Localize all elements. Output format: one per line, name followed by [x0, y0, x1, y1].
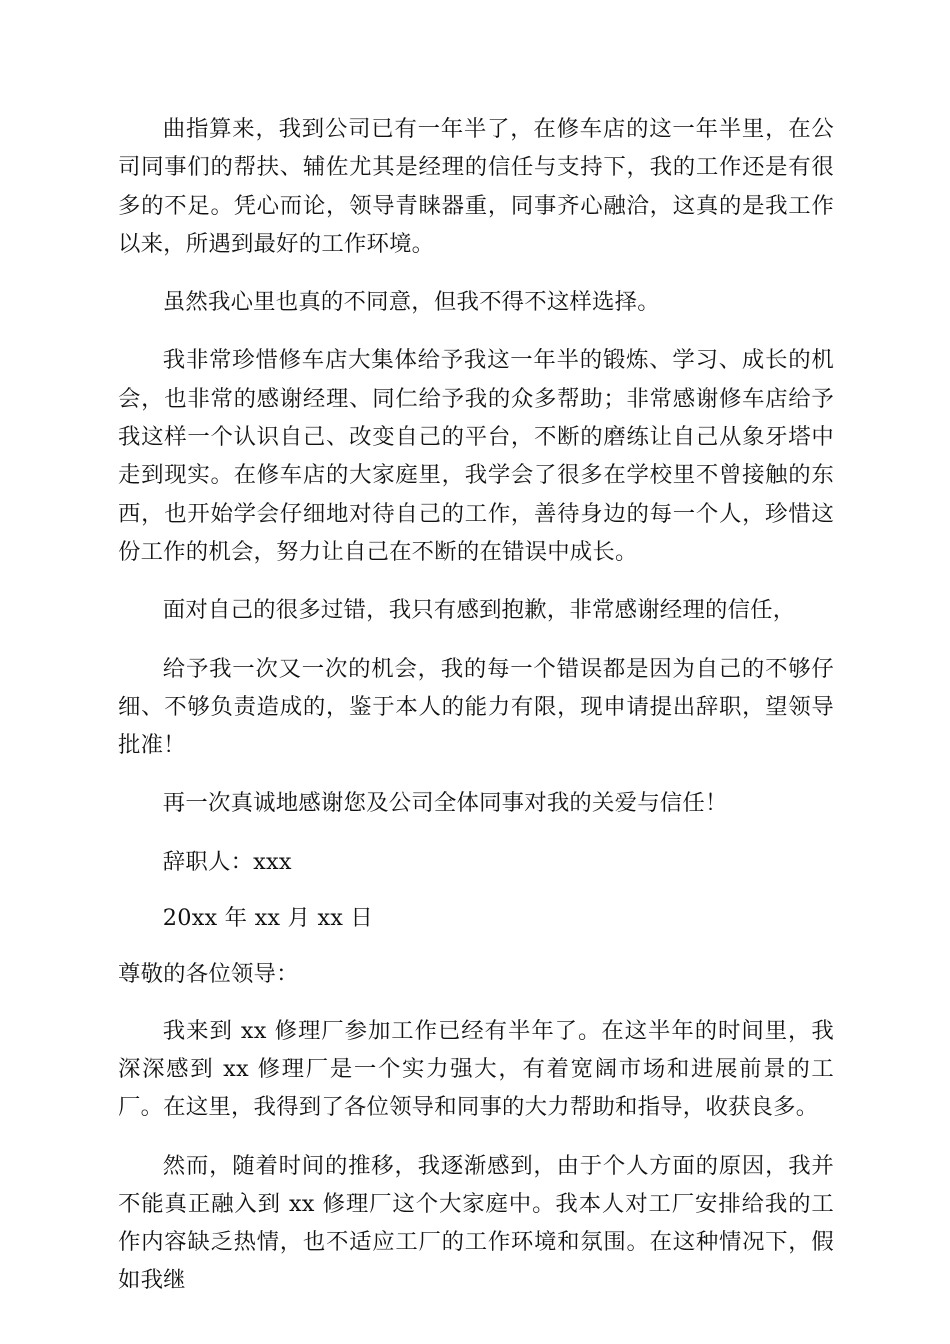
- paragraph-reflection: 曲指算来，我到公司已有一年半了，在修车店的这一年半里，在公司同事们的帮扶、辅佐尤其是经理的信任与支持下，我的工作还是有很多的不足。凭心而论，领导青睐器重，同事齐心融洽，这真的是我工作以来，所遇到最好的工作环境。: [118, 116, 834, 257]
- paragraph-reluctance: 虽然我心里也真的不同意，但我不得不这样选择。: [162, 289, 660, 316]
- paragraph-apology: 面对自己的很多过错，我只有感到抱歉，非常感谢经理的信任，: [162, 597, 796, 624]
- salutation: 尊敬的各位领导：: [118, 961, 299, 988]
- paragraph-resignation-request: 给予我一次又一次的机会，我的每一个错误都是因为自己的不够仔细、不够负责造成的，鉴于本人的能力有限，现申请提出辞职，望领导批准！: [118, 655, 834, 759]
- paragraph-introduction: 我来到 xx 修理厂参加工作已经有半年了。在这半年的时间里，我深深感到 xx 修理厂是一个实力强大，有着宽阔市场和进展前景的工厂。在这里，我得到了各位领导和同事的大力帮助和指导，收获良多。: [118, 1017, 834, 1121]
- paragraph-reason: 然而，随着时间的推移，我逐渐感到，由于个人方面的原因，我并不能真正融入到 xx 修理厂这个大家庭中。我本人对工厂安排给我的工作内容缺乏热情，也不适应工厂的工作环境和氛围。在这种情况下，假如我继: [118, 1152, 834, 1294]
- signature-line: 辞职人：xxx: [162, 848, 292, 875]
- document-body: [118, 110, 834, 1320]
- paragraph-gratitude: 我非常珍惜修车店大集体给予我这一年半的锻炼、学习、成长的机会，也非常的感谢经理、同仁给予我的众多帮助；非常感谢修车店给予我这样一个认识自己、改变自己的平台，不断的磨练让自己从象牙塔中走到现实。在修车店的大家庭里，我学会了很多在学校里不曾接触的东西，也开始学会仔细地对待自己的工作，善待身边的每一个人，珍惜这份工作的机会，努力让自己在不断的在错误中成长。: [118, 347, 834, 565]
- paragraph-thanks: 再一次真诚地感谢您及公司全体同事对我的关爱与信任！: [162, 790, 728, 817]
- date-line: 20xx 年 xx 月 xx 日: [162, 905, 374, 932]
